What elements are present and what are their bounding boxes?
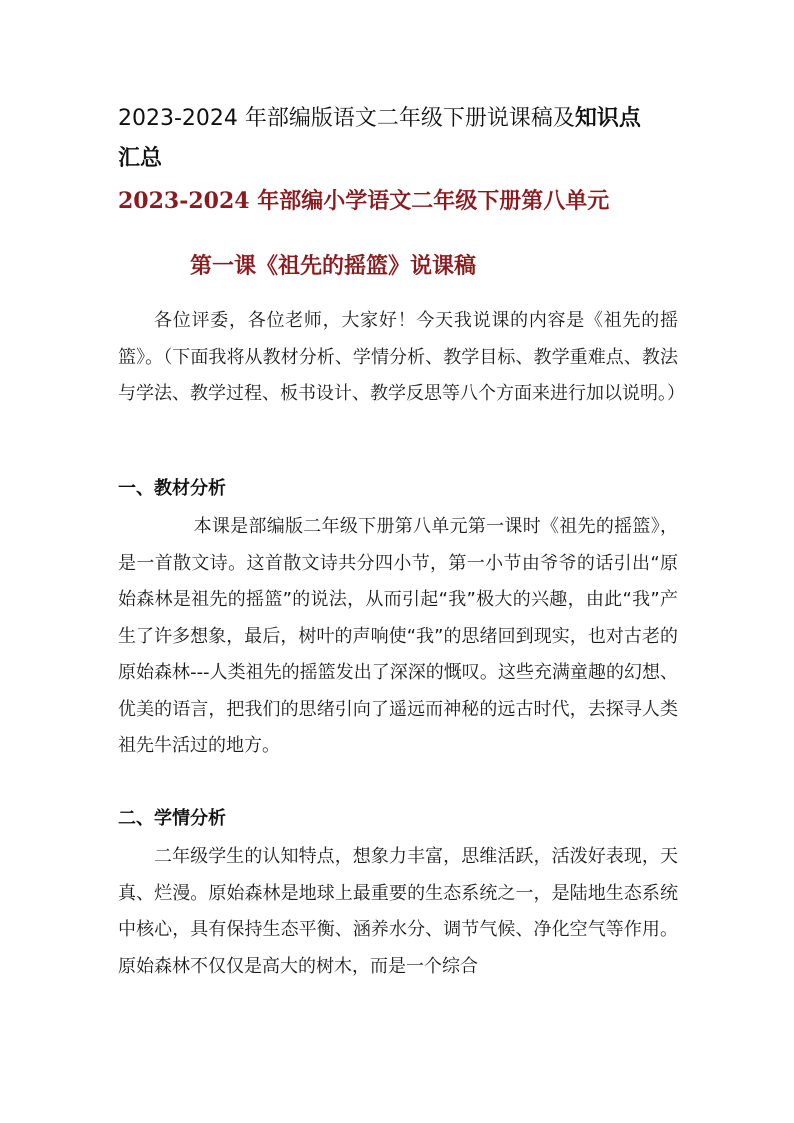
document-title-continued: 汇总 [118,146,163,171]
lesson-title: 第一课《祖先的摇篮》说课稿 [190,254,477,279]
unit-subtitle: 2023-2024 年部编小学语文二年级下册第八单元 [118,188,610,214]
section-heading-textbook-analysis: 一、教材分析 [118,478,226,499]
document-title-main: 2023-2024 年部编版语文二年级下册说课稿及 [118,106,575,131]
intro-paragraph: 各位评委，各位老师，大家好！今天我说课的内容是《祖先的摇篮》。（下面我将从教材分析、学情分析、教学目标、教学重难点、教法与学法、教学过程、板书设计、教学反思等八个方面来进行加以说明。） [118,310,685,404]
section-heading-student-analysis: 二、学情分析 [118,808,226,829]
section-body-textbook-analysis: 本课是部编版二年级下册第八单元第一课时《祖先的摇篮》，是一首散文诗。这首散文诗共分四小节，第一小节由爷爷的话引出“原始森林是祖先的摇篮”的说法，从而引起“我”极大的兴趣，由此“我”产生了许多想象，最后，树叶的声响使“我”的思绪回到现实，也对古老的原始森林---人类祖先的摇篮发出了深深的慨叹。这些充满童趣的幻想、优美的语言，把我们的思绪引向了遥远而神秘的远古时代，去探寻人类祖先牛活过的地方。 [118,516,678,756]
document-title-bold: 知识点 [574,106,641,131]
section-body-student-analysis: 二年级学生的认知特点，想象力丰富，思维活跃，活泼好表现，天真、烂漫。原始森林是地球上最重要的生态系统之一，是陆地生态系统中核心，具有保持生态平衡、涵养水分、调节气候、净化空气等作用。原始森林不仅仅是高大的树木，而是一个综合 [118,846,678,977]
document-title [118,102,688,136]
